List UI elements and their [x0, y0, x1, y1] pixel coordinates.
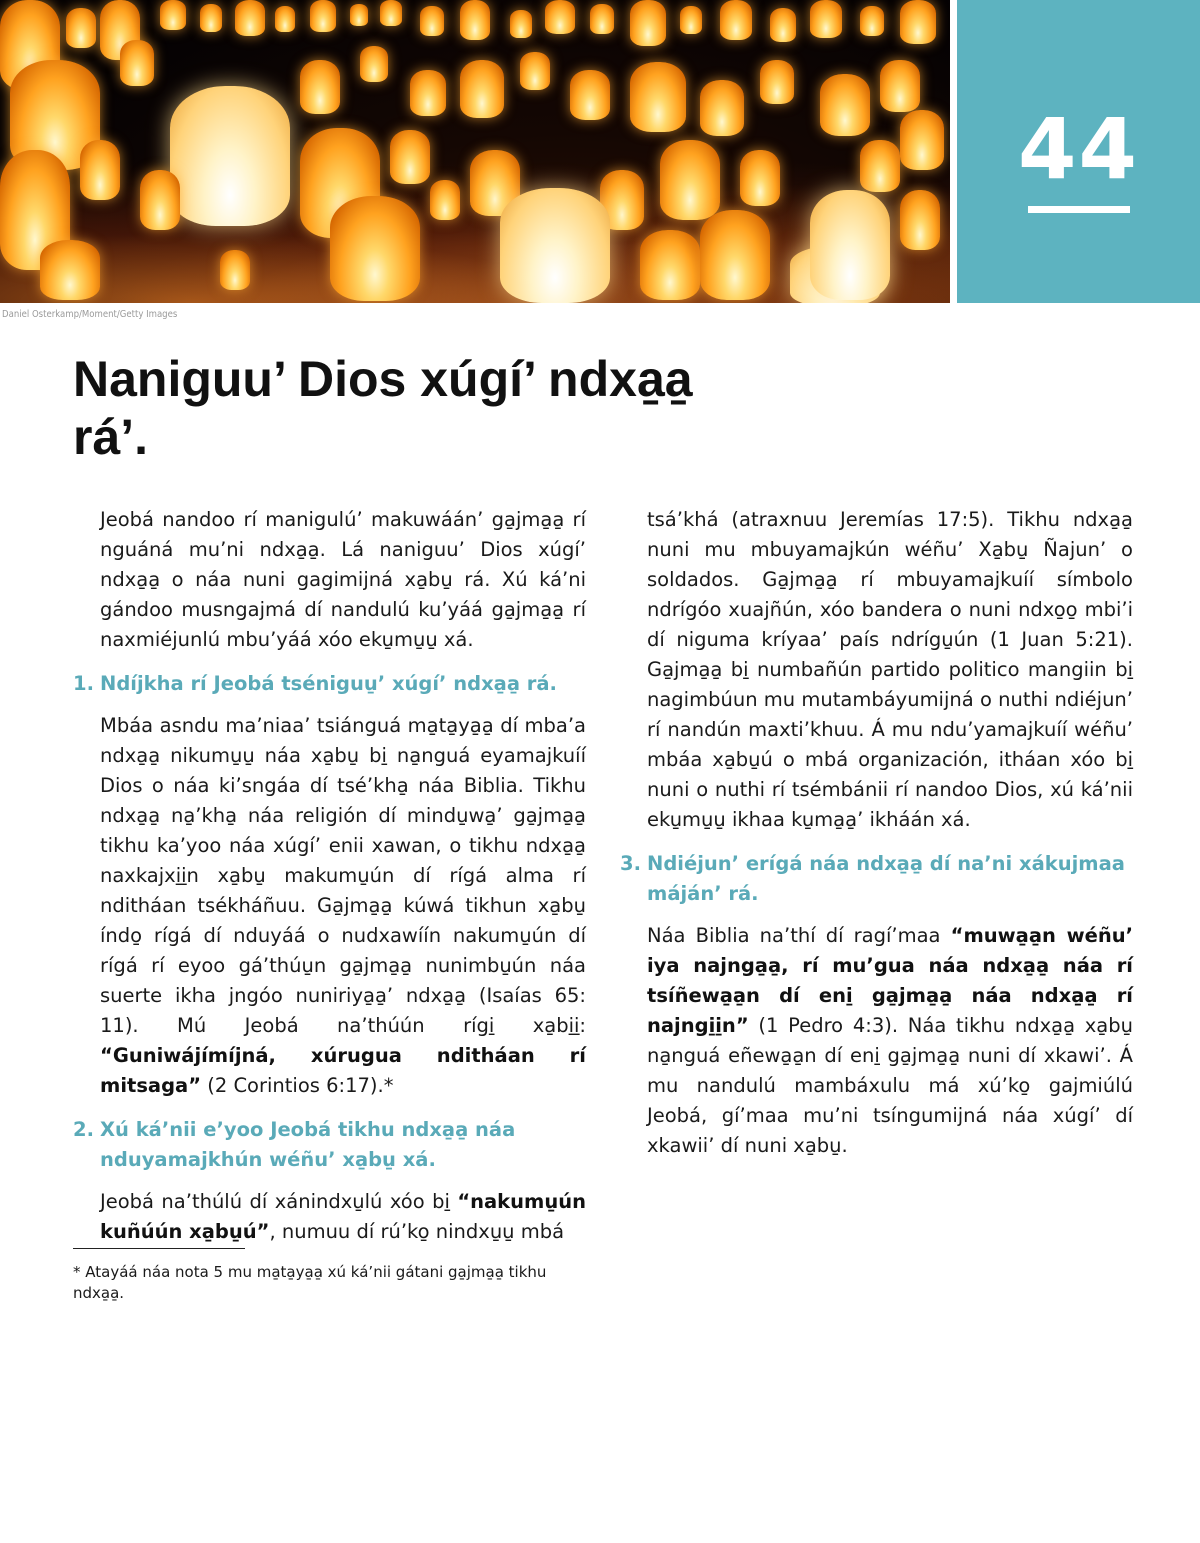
lantern-shape	[140, 170, 180, 230]
lantern-shape	[900, 190, 940, 250]
lantern-shape	[900, 0, 936, 44]
lantern-shape	[40, 240, 100, 300]
lantern-shape	[120, 40, 154, 86]
lantern-shape	[760, 60, 794, 104]
lantern-shape	[510, 10, 532, 38]
lantern-shape	[720, 0, 752, 40]
lantern-shape	[350, 4, 368, 26]
lantern-shape	[740, 150, 780, 206]
lantern-shape	[590, 4, 614, 34]
lantern-shape	[900, 110, 944, 170]
section-3-number: 3.	[620, 852, 641, 875]
lantern-shape	[310, 0, 336, 32]
lantern-shape	[770, 8, 796, 42]
lantern-shape	[360, 46, 388, 82]
lantern-shape	[460, 60, 504, 118]
section-2-text-continued: , numuu dí rú’ko̱ nindxu̱u̱ mbá	[269, 1220, 565, 1243]
lantern-shape	[680, 6, 702, 34]
section-3-quote: “muwa̱a̱n wéñu’ iya najnga̱a̱, rí mu’gua náa ndxa̱a̱ náa rí tsíñewa̱a̱n dí eni̱ ga̱jma̱a̱ náa ndxa̱a̱ rí najngi̱i̱n”	[647, 924, 1133, 1037]
lantern-shape	[275, 6, 295, 32]
section-1-heading	[73, 669, 586, 699]
lantern-shape	[700, 210, 770, 300]
section-1-paragraph	[100, 711, 586, 1101]
footnote-divider	[73, 1248, 245, 1249]
lantern-shape	[170, 86, 290, 226]
section-2-paragraph-continued: tsá’khá (atraxnuu Jeremías 17:5). Tikhu ndxa̱a̱ nuni mu mbuyamajkún wéñu’ Xa̱bu̱ Ñajun’ o soldados. Ga̱jma̱a̱ rí mbuyamajkuíí símbolo ndrígóo xuajñún, xóo bandera o nuni ndxo̱o̱ mbi’i dí niguma kríyaa’ país ndrígu̱ún (1 Juan 5:21). Ga̱jma̱a̱ bi̱ numbañún partido politico mangiin bi̱ nagimbúun mu mutambáyumijná o nuthi ndiéjun’ rí nandún maxti’khuu. Á mu ndu’yamajkuíí wéñu’ mbáa xa̱bu̱ú o mbá organización, itháan xóo bi̱ nuni o nuthi rí tsémbánii rí nandoo Dios, xú ká’nii eku̱mu̱u̱ ikhaa ku̱ma̱a̱’ ikháán xá.	[647, 508, 1133, 831]
lantern-shape	[630, 62, 686, 132]
section-2-heading	[73, 1115, 586, 1175]
lesson-number-panel	[957, 0, 1200, 303]
section-2-number: 2.	[73, 1118, 94, 1141]
lantern-shape	[220, 250, 250, 290]
section-2-text: Jeobá na’thúlú dí xánindxu̱lú xóo bi̱	[100, 1190, 458, 1213]
lantern-shape	[410, 70, 446, 116]
lantern-shape	[200, 4, 222, 32]
lantern-shape	[235, 0, 265, 36]
right-column	[620, 505, 1133, 1175]
lantern-shape	[810, 190, 890, 300]
section-3-text: Náa Biblia na’thí dí ragí’maa	[647, 924, 951, 947]
section-3-heading	[620, 849, 1133, 909]
lantern-shape	[430, 180, 460, 220]
section-3-citation: (1 Pedro 4:3). Náa tikhu ndxa̱a̱ xa̱bu̱ na̱nguá eñewa̱a̱n dí eni̱ ga̱jma̱a̱ nuni dí xkawi’. Á mu nandulú mambáxulu má xú’ko̱ gajmiúlú Jeobá, gí’maa mu’ni tsíngumijná náa xúgí’ dí xkawii’ dí nuni xa̱bu̱.	[647, 1014, 1133, 1157]
lantern-shape	[420, 6, 444, 36]
lantern-shape	[520, 52, 550, 90]
section-3-heading-text: Ndiéjun’ erígá náa ndxa̱a̱ dí na’ni xákujmaa máján’ rá.	[647, 852, 1125, 905]
lantern-shape	[500, 188, 610, 303]
intro-paragraph: Jeobá nandoo rí manigulú’ makuwáán’ ga̱jma̱a̱ rí nguáná mu’ni ndxa̱a̱. Lá naniguu’ Dios xúgí’ ndxa̱a̱ o náa nuni gagimijná xa̱bu̱ rá. Xú ká’ni gándoo musngajmá dí nandulú ku’yáá ga̱jma̱a̱ rí naxmiéjunlú mbu’yáá xóo eku̱mu̱u̱ xá.	[100, 508, 586, 651]
section-2-paragraph-start	[100, 1187, 586, 1247]
lantern-shape	[390, 130, 430, 184]
lantern-shape	[300, 60, 340, 114]
lantern-shape	[160, 0, 186, 30]
section-1-number: 1.	[73, 672, 94, 695]
lantern-shape	[80, 140, 120, 200]
lantern-shape	[660, 140, 720, 220]
lantern-shape	[630, 0, 666, 46]
section-2-heading-text: Xú ká’nii e’yoo Jeobá tikhu ndxa̱a̱ náa nduyamajkhún wéñu’ xa̱bu̱ xá.	[100, 1118, 516, 1171]
section-1-heading-text: Ndíjkha rí Jeobá tséniguu̱’ xúgí’ ndxa̱a̱ rá.	[100, 672, 557, 695]
page-title: Naniguu’ Dios xúgí’ ndxa̱a̱ rá’.	[73, 351, 693, 465]
lantern-shape	[860, 6, 884, 36]
lantern-shape	[545, 0, 575, 34]
lantern-shape	[820, 74, 870, 136]
section-1-citation: (2 Corintios 6:17).*	[201, 1074, 394, 1097]
lantern-shape	[380, 0, 402, 26]
lantern-shape	[66, 8, 96, 48]
lantern-shape	[860, 140, 900, 192]
footnote: * Atayáá náa nota 5 mu ma̱ta̱ya̱a̱ xú ká’nii gátani ga̱jma̱a̱ tikhu ndxa̱a̱.	[73, 1263, 547, 1302]
lesson-number-underline	[1028, 206, 1130, 213]
section-1-text: Mbáa asndu ma’niaa’ tsiánguá ma̱ta̱ya̱a̱ dí mba’a ndxa̱a̱ nikumu̱u̱ náa xa̱bu̱ bi̱ na̱nguá eyamajkuíí Dios o náa ki’sngáa dí tsé’kha̱ náa Biblia. Tikhu ndxa̱a̱ na̱’kha̱ náa religión dí mindu̱wa̱’ ga̱jma̱a̱ tikhu ka’yoo náa xúgí’ enii xawan, o tikhu ndxa̱a̱ naxkajxi̱i̱n xa̱bu̱ makumu̱ún dí rígá alma rí nditháan tsékháñuu. Ga̱jma̱a̱ kúwá tikhun xa̱bu̱ índo̱ rígá dí nduyáá o nudxawíín nakumu̱ún dí rígá rí eyoo gá’thúu̱n ga̱jma̱a̱ nunimbu̱ún náa suerte ikha jngóo nuniriya̱a̱’ ndxa̱a̱ (Isaías 65: 11). Mú Jeobá na’thúún rígi̱ xa̱bi̱i̱:	[100, 714, 586, 1037]
lantern-shape	[700, 80, 744, 136]
lantern-shape	[880, 60, 920, 112]
lantern-shape	[330, 196, 420, 301]
lantern-shape	[640, 230, 700, 300]
photo-credit: Daniel Osterkamp/Moment/Getty Images	[2, 309, 178, 320]
section-3-paragraph	[647, 921, 1133, 1161]
left-column	[73, 505, 586, 1261]
lesson-number: 44	[1018, 100, 1139, 198]
lantern-shape	[810, 0, 842, 38]
lantern-shape	[570, 70, 610, 120]
lanterns-photo	[0, 0, 950, 303]
section-2-quote: “nakumu̱ún kuñúún xa̱bu̱ú”	[100, 1190, 586, 1243]
lantern-shape	[460, 0, 490, 40]
section-1-quote: “Guniwájímíjná, xúrugua nditháan rí mitsaga”	[100, 1044, 586, 1097]
